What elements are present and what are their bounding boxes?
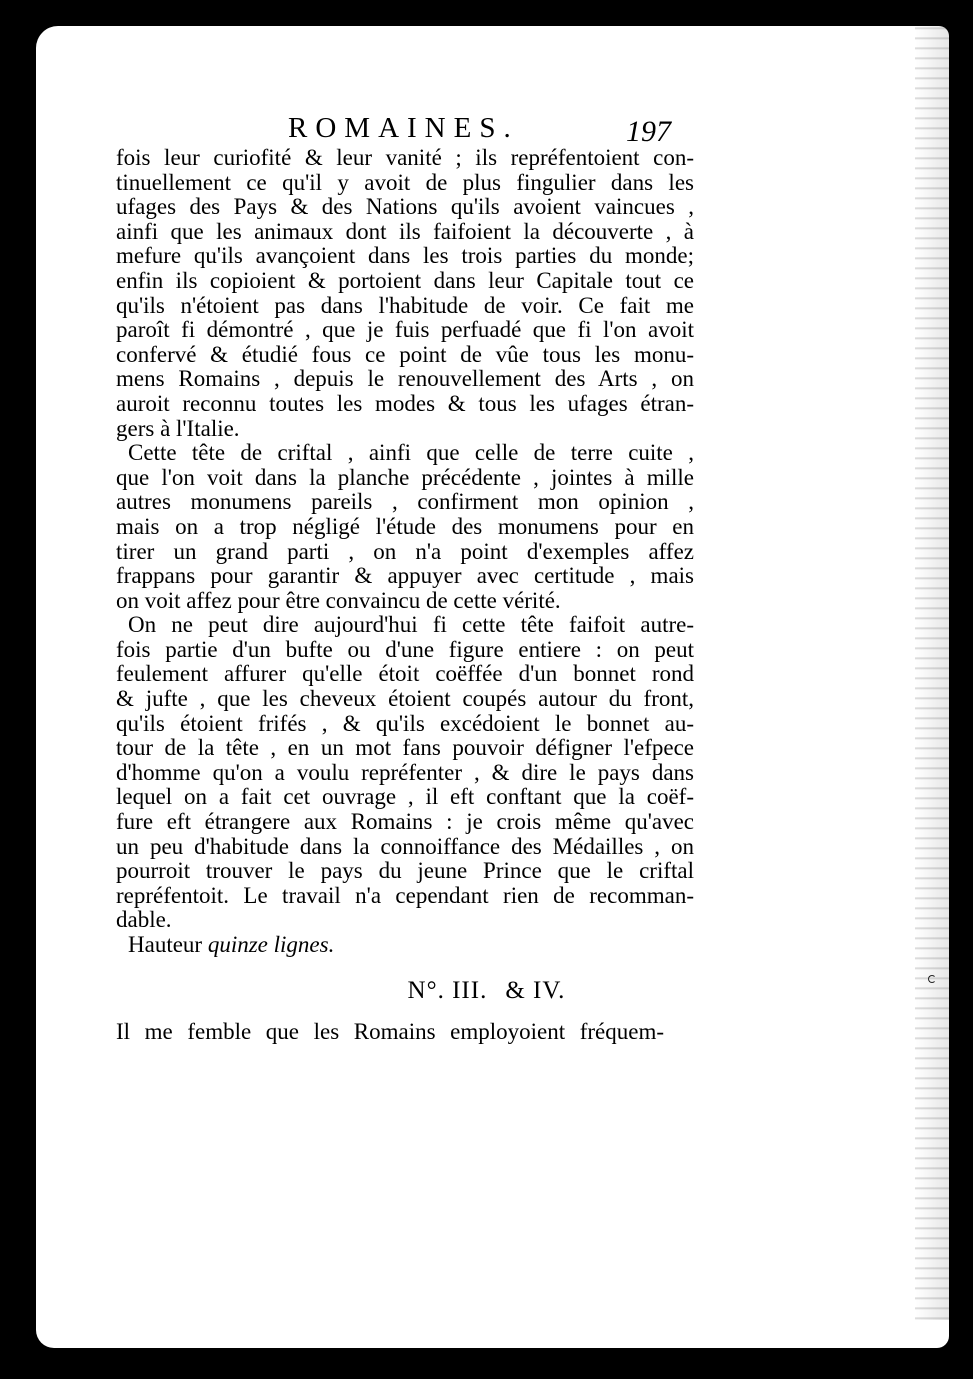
body-text: [116, 146, 694, 958]
text-line: mefure qu'ils avançoient dans les trois parties du monde;: [116, 243, 694, 269]
text-line: fois leur curiofité & leur vanité ; ils repréfentoient con-: [116, 145, 694, 170]
section-heading: [0, 975, 973, 1007]
text-line: pourroit trouver le pays du jeune Prince que le criftal: [116, 858, 694, 884]
text-line: auroit reconnu toutes les modes & tous les ufages étran-: [116, 390, 694, 416]
page-header: [0, 108, 973, 148]
text-line: qu'ils n'étoient pas dans l'habitude de voir. Ce fait me: [116, 292, 694, 318]
text-line: ainfi que les animaux dont ils faifoient la découverte , à: [116, 218, 694, 244]
text-line: lequel on a fait cet ouvrage , il eft conftant que la coëf-: [116, 784, 694, 810]
text-line: qu'ils étoient frifés , & qu'ils excédoient le bonnet au-: [116, 710, 694, 736]
text-line: tour de la tête , en un mot fans pouvoir défigner l'efpece: [116, 735, 694, 761]
text-line: ufages des Pays & des Nations qu'ils avoient vaincues ,: [116, 194, 694, 220]
text-line: tinuellement ce qu'il y avoit de plus fingulier dans les: [116, 169, 694, 195]
text-line: On ne peut dire aujourd'hui fi cette tête faifoit autre-: [128, 612, 694, 638]
page-number: 197: [626, 115, 671, 148]
text-line: fois partie d'un bufte ou d'une figure entiere : on peut: [116, 636, 694, 662]
text-line: fure eft étrangere aux Romains : je crois même qu'avec: [116, 809, 694, 835]
section-heading-rest: & IV.: [505, 977, 566, 1004]
text-line: confervé & étudié fous ce point de vûe tous les monu-: [116, 341, 694, 367]
scan-speck: [928, 975, 936, 983]
measure-line: [116, 933, 694, 958]
text-line: & jufte , que les cheveux étoient coupés autour du front,: [116, 686, 694, 712]
text-line: dable.: [116, 907, 172, 933]
text-line: tirer un grand parti , on n'a point d'exemples affez: [116, 538, 694, 564]
section-number: N°. III.: [407, 977, 488, 1004]
text-line: enfin ils copioient & portoient dans leur Capitale tout ce: [116, 267, 694, 293]
text-line: on voit affez pour être convaincu de cette vérité.: [116, 587, 561, 613]
text-line: que l'on voit dans la planche précédente , jointes à mille: [116, 464, 694, 490]
text-line: autres monumens pareils , confirment mon opinion ,: [116, 489, 694, 515]
text-line: frappans pour garantir & appuyer avec certitude , mais: [116, 563, 694, 589]
text-line: Cette tête de criftal , ainfi que celle de terre cuite ,: [128, 440, 694, 466]
measure-label: Hauteur: [128, 932, 203, 957]
final-text-line: Il me femble que les Romains employoient fréquem-: [116, 1019, 664, 1044]
text-line: d'homme qu'on a voulu repréfenter , & dire le pays dans: [116, 759, 694, 785]
text-line: mens Romains , depuis le renouvellement des Arts , on: [116, 366, 694, 392]
text-line: mais on a trop négligé l'étude des monumens pour en: [116, 513, 694, 539]
text-line: repréfentoit. Le travail n'a cependant rien de recomman-: [116, 882, 694, 908]
text-line: paroît fi démontré , que je fuis perfuadé que fi l'on avoit: [116, 317, 694, 343]
running-head: ROMAINES.: [288, 112, 519, 144]
text-line: feulement affurer qu'elle étoit coëffée d'un bonnet rond: [116, 661, 694, 687]
measure-value: quinze lignes.: [207, 932, 335, 957]
text-line: un peu d'habitude dans la connoiffance des Médailles , on: [116, 833, 694, 859]
text-line: gers à l'Italie.: [116, 415, 240, 441]
